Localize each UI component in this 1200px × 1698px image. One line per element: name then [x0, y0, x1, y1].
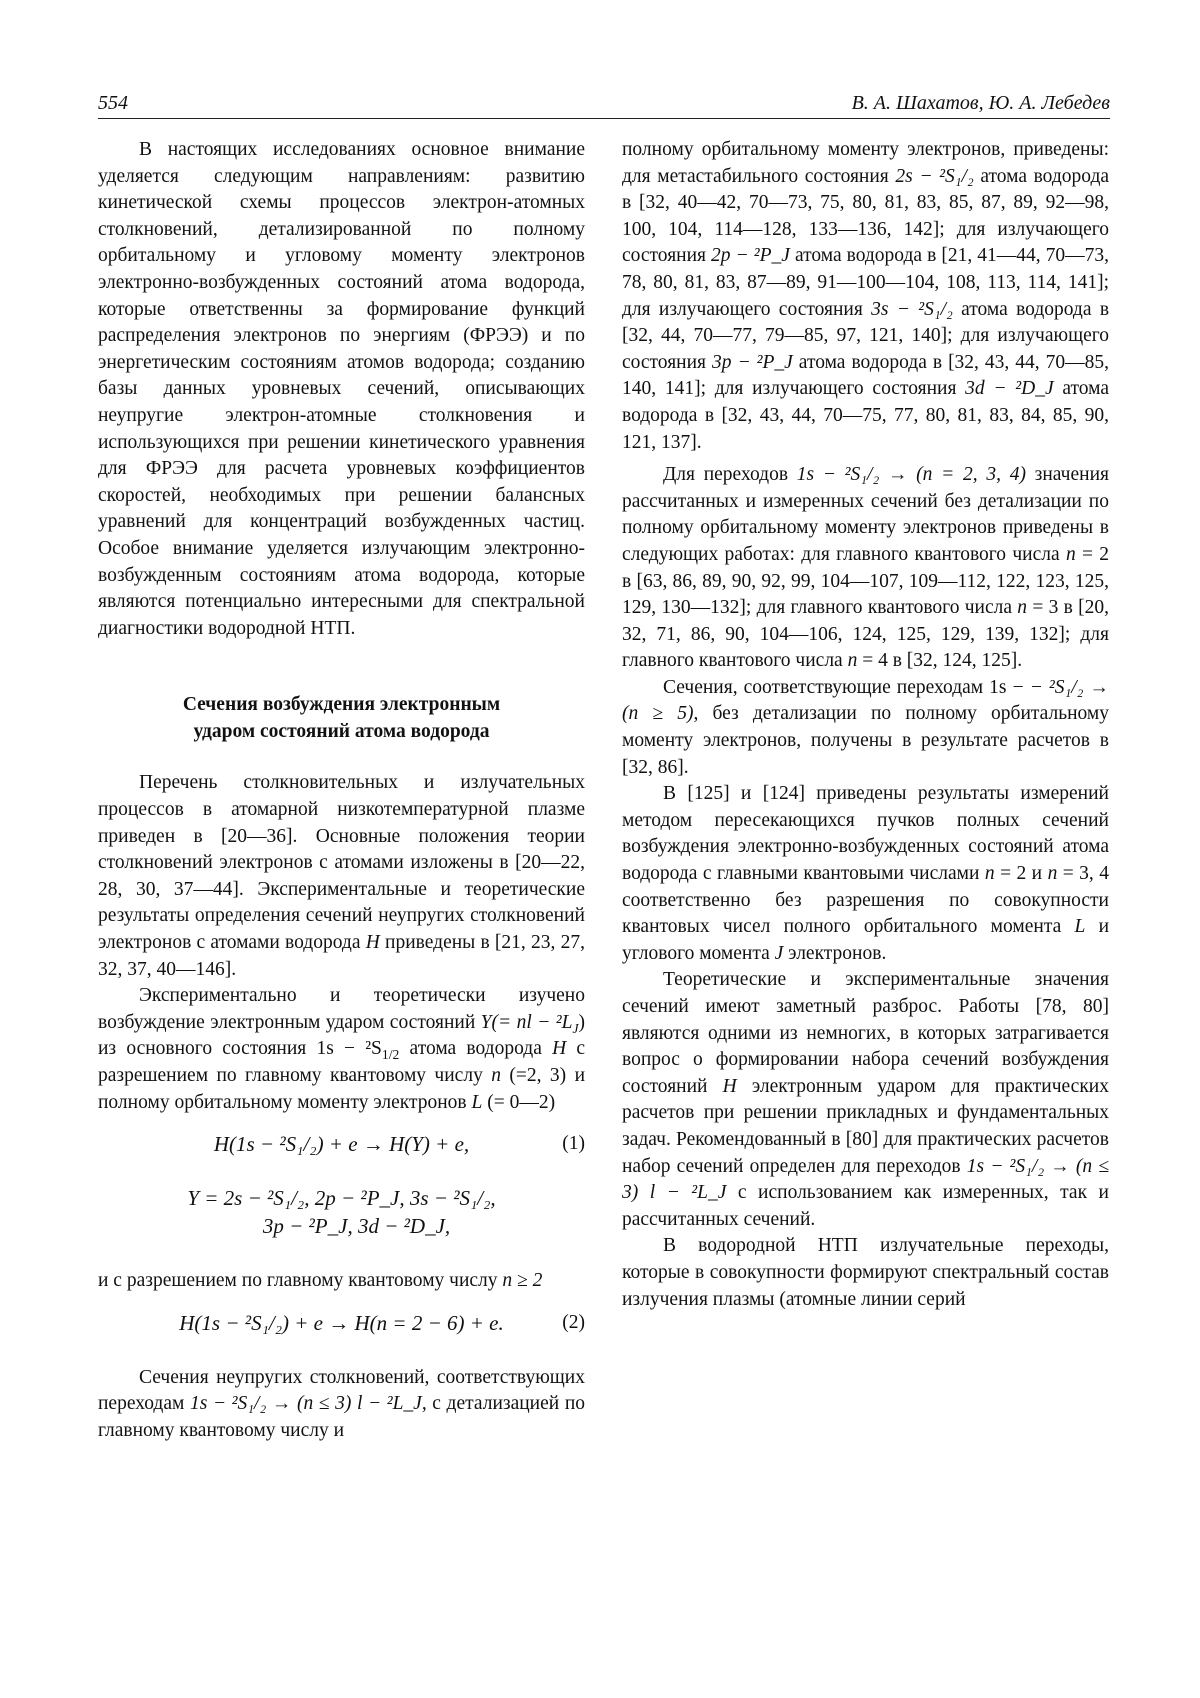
- equation-2-number: (2): [562, 1311, 585, 1333]
- page-number: 554: [98, 92, 128, 114]
- paragraph-transitions: Для переходов 1s − ²S₁/₂ → (n = 2, 3, 4) значения рассчитанных и измеренных сечений без детализации по полному орбитальному моменту электронов приведены в следующих работах: для главного квантового числа n = 2 в [63, 86, 89, 90, 92, 99, 104—107, 109—112, 122, 123, 125, 129, 130—132]; для главного квантового числа n = 3 в [20, 32, 71, 86, 90, 104—106, 124, 125, 129, 139, 132]; для главного квантового числа n = 4 в [32, 124, 125].: [622, 464, 1110, 672]
- equation-y-states: Y = 2s − ²S₁/₂, 2p − ²P_J, 3s − ²S₁/₂, 3p − ²P_J, 3d − ²D_J,: [187, 1186, 496, 1239]
- section-title: Сечения возбуждения электронным ударом состояний атома водорода: [182, 694, 501, 742]
- paragraph-scatter: Теоретические и экспериментальные значения сечений имеют заметный разброс. Работы [78, 80] являются одними из немногих, в которых затрагивается вопрос о формировании набора сечений возбуждения состояний H электронным ударом для практических расчетов при решении прикладных и фундаментальных задач. Рекомендованный в [80] для практических расчетов набор сечений определен для переходов 1s − ²S₁/₂ → (n ≤ 3) l − ²L_J с использованием как измеренных, так и рассчитанных сечений.: [622, 969, 1110, 1230]
- paragraph-studied: Экспериментально и теоретически изучено возбуждение электронным ударом состояний Y(= nl − $^2L_J$) из основного состояния $1s - ^2S_{1/2}$ атома водорода H с разрешением по главному квантовому числу n (=2, 3) и полному орбитальному моменту электронов L (= 0—2): [98, 985, 586, 1113]
- running-authors: В. А. Шахатов, Ю. А. Лебедев: [851, 92, 1110, 114]
- paragraph-references: полному орбитальному моменту электронов, приведены: для метастабильного состояния 2s − ²S₁/₂ атома водорода в [32, 40—42, 70—73, 75, 80, 81, 83, 85, 87, 89, 92—98, 100, 104, 114—128, 133—136, 142]; для излучающего состояния 2p − ²P_J атома водорода в [21, 41—44, 70—73, 78, 80, 81, 83, 87—89, 91—100—104, 108, 113, 114, 141]; для излучающего состояния 3s − ²S₁/₂ атома водорода в [32, 44, 70—77, 79—85, 97, 121, 140]; для излучающего состояния 3p − ²P_J атома водорода в [32, 43, 44, 70—85, 140, 141]; для излучающего состояния 3d − ²D_J атома водорода в [32, 43, 44, 70—75, 77, 80, 81, 83, 84, 85, 90, 121, 137].: [622, 139, 1110, 453]
- right-column: [622, 137, 1109, 1313]
- paragraph-n5: Сечения, соответствующие переходам 1s − − ²S₁/₂ → (n ≥ 5), без детализации по полному орбитальному моменту электронов, получены в результате расчетов в [32, 86].: [622, 676, 1110, 778]
- paragraph-measurements: В [125] и [124] приведены результаты измерений методом пересекающихся пучков полных сечений возбуждения электронно-возбужденных состояний атома водорода с главными квантовыми числами n = 2 и n = 3, 4 соответственно без разрешения по совокупности квантовых чисел полного орбитального момента L и углового момента J электронов.: [622, 783, 1109, 964]
- running-header: [98, 88, 1110, 119]
- paragraph-intro: В настоящих исследованиях основное внимание уделяется следующим направлениям: развитию кинетической схемы процессов электрон-атомных столкновений, детализированной по полному орбитальному и угловому моменту электронов электронно-возбужденных состояний атома водорода, которые ответственны за формирование функций распределения электронов по энергиям (ФРЭЭ) и по энергетическим состояниям атомов водорода; созданию базы данных уровневых сечений, описывающих неупругие электрон-атомные столкновения и использующихся при решении кинетического уравнения для ФРЭЭ для расчета уровневых коэффициентов скоростей, необходимых при решении балансных уравнений для концентраций возбужденных частиц. Особое внимание уделяется излучающим электронно-возбужденным состояниям атома водорода, которые являются потенциально интересными для спектральной диагностики водородной НТП.: [98, 139, 585, 639]
- left-column: [98, 137, 585, 1445]
- equation-1-number: (1): [562, 1133, 585, 1155]
- paragraph-processes: Перечень столкновительных и излучательных процессов в атомарной низкотемпературной плазме приведен в [20—36]. Основные положения теории столкновений электронов с атомами изложены в [20—22, 28, 30, 37—44]. Экспериментальные и теоретические результаты определения сечений неупругих столкновений электронов с атомами водорода H приведены в [21, 23, 27, 32, 37, 40—146].: [98, 772, 586, 980]
- paragraph-inelastic: Сечения неупругих столкновений, соответствующих переходам 1s − ²S₁/₂ → (n ≤ 3) l − ²L_J, с детализацией по главному квантовому числу и: [98, 1366, 585, 1441]
- equation-2: H(1s − ²S₁/₂) + e → H(n = 2 − 6) + e. (2): [179, 1310, 585, 1335]
- paragraph-n-resolved: и с разрешением по главному квантовому числу n ≥ 2: [98, 1270, 543, 1292]
- paragraph-radiative: В водородной НТП излучательные переходы, которые в совокупности формируют спектральный состав излучения плазмы (атомные линии серий: [622, 1235, 1109, 1310]
- equation-1: H(1s − ²S₁/₂) + e → H(Y) + e, (1): [213, 1132, 585, 1157]
